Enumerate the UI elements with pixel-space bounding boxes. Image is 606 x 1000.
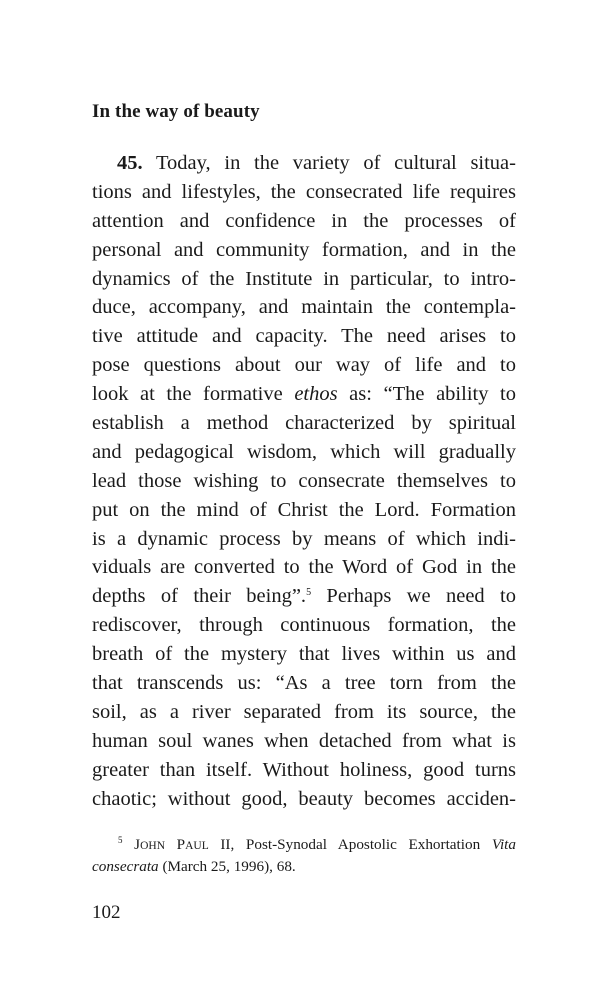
footnote-marker: 5 <box>118 835 123 845</box>
paragraph-line: look at the formative ethos as: “The ability to <box>92 383 516 406</box>
paragraph-line: personal and community formation, and in the <box>92 238 516 261</box>
paragraph-line: tive attitude and capacity. The need arises to <box>92 325 516 348</box>
book-page <box>92 0 516 1000</box>
paragraph-line: viduals are converted to the Word of God in the <box>92 556 516 579</box>
paragraph-line: attention and confidence in the processes of <box>92 209 516 232</box>
paragraph-line: pose questions about our way of life and to <box>92 354 516 377</box>
footnote <box>92 834 516 878</box>
paragraph-line: breath of the mystery that lives within us and <box>92 643 516 666</box>
paragraph-line: lead those wishing to consecrate themselves to <box>92 469 516 492</box>
paragraph-line: tions and lifestyles, the consecrated life requires <box>92 180 516 203</box>
paragraph-line: 45. Today, in the variety of cultural situa- <box>117 152 516 174</box>
footnote-line: $^5$ JOHN PAUL II, Post-Synodal Apostolic Exhortation Vita <box>118 835 516 853</box>
italic-ethos: ethos <box>294 383 338 406</box>
paragraph-line: put on the mind of Christ the Lord. Formation <box>92 498 516 521</box>
paragraph-line: human soul wanes when detached from what is <box>92 729 516 752</box>
section-heading: In the way of beauty <box>92 101 260 122</box>
paragraph-line: establish a method characterized by spiritual <box>92 412 516 435</box>
paragraph-line: duce, accompany, and maintain the contempla- <box>92 296 516 319</box>
paragraph-line: and pedagogical wisdom, which will gradually <box>92 440 516 463</box>
paragraph-line: dynamics of the Institute in particular, to intro- <box>92 267 516 290</box>
footnote-title-italic: Vita <box>491 836 516 853</box>
paragraph-line: is a dynamic process by means of which indi- <box>92 527 516 550</box>
footnote-line: consecrata (March 25, 1996), 68. <box>92 858 296 875</box>
paragraph-line: soil, as a river separated from its source, the <box>92 700 516 723</box>
paragraph-45 <box>92 149 516 813</box>
page-number: 102 <box>92 902 121 923</box>
footnote-reference[interactable]: 5 <box>306 587 312 599</box>
footnote-title-italic: consecrata <box>92 858 159 875</box>
paragraph-line: rediscover, through continuous formation, the <box>92 614 516 637</box>
paragraph-line: greater than itself. Without holiness, good turns <box>92 758 516 781</box>
paragraph-line: chaotic; without good, beauty becomes acciden- <box>92 787 516 810</box>
paragraph-line: that transcends us: “As a tree torn from the <box>92 672 516 695</box>
paragraph-line: depths of their being”.$^5$ Perhaps we need to <box>92 585 517 608</box>
paragraph-number: 45. <box>117 152 143 174</box>
